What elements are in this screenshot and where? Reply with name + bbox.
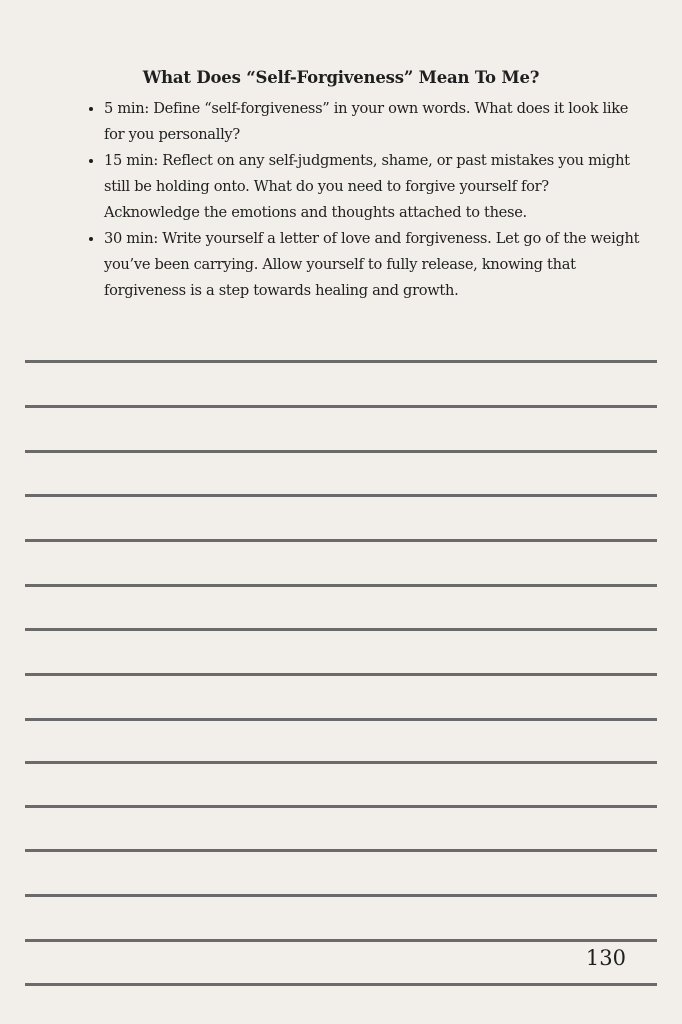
writing-line xyxy=(25,584,657,587)
writing-line xyxy=(25,360,657,363)
writing-line xyxy=(25,673,657,676)
prompt-item-15-min: • 15 min: Reflect on any self-judgments, shame, or past mistakes you might still be holding onto. What do you need to forgive yourself for? Acknowledge the emotions and thoughts attached to these. xyxy=(104,148,644,226)
page-title: What Does “Self-Forgiveness” Mean To Me? xyxy=(142,68,540,87)
writing-line xyxy=(25,450,657,453)
page-number: 130 xyxy=(585,946,626,970)
writing-line xyxy=(25,939,657,942)
writing-line xyxy=(25,718,657,721)
prompt-item-30-min: • 30 min: Write yourself a letter of love and forgiveness. Let go of the weight you’ve been carrying. Allow yourself to fully release, knowing that forgiveness is a step towards healing and growth. xyxy=(104,226,644,304)
writing-line xyxy=(25,405,657,408)
writing-line xyxy=(25,539,657,542)
prompt-list xyxy=(84,96,644,304)
writing-line xyxy=(25,983,657,986)
writing-line xyxy=(25,849,657,852)
writing-line xyxy=(25,805,657,808)
writing-line xyxy=(25,761,657,764)
writing-line xyxy=(25,628,657,631)
writing-line xyxy=(25,494,657,497)
prompt-item-5-min: • 5 min: Define “self-forgiveness” in your own words. What does it look like for you personally? xyxy=(104,96,644,148)
writing-line xyxy=(25,894,657,897)
